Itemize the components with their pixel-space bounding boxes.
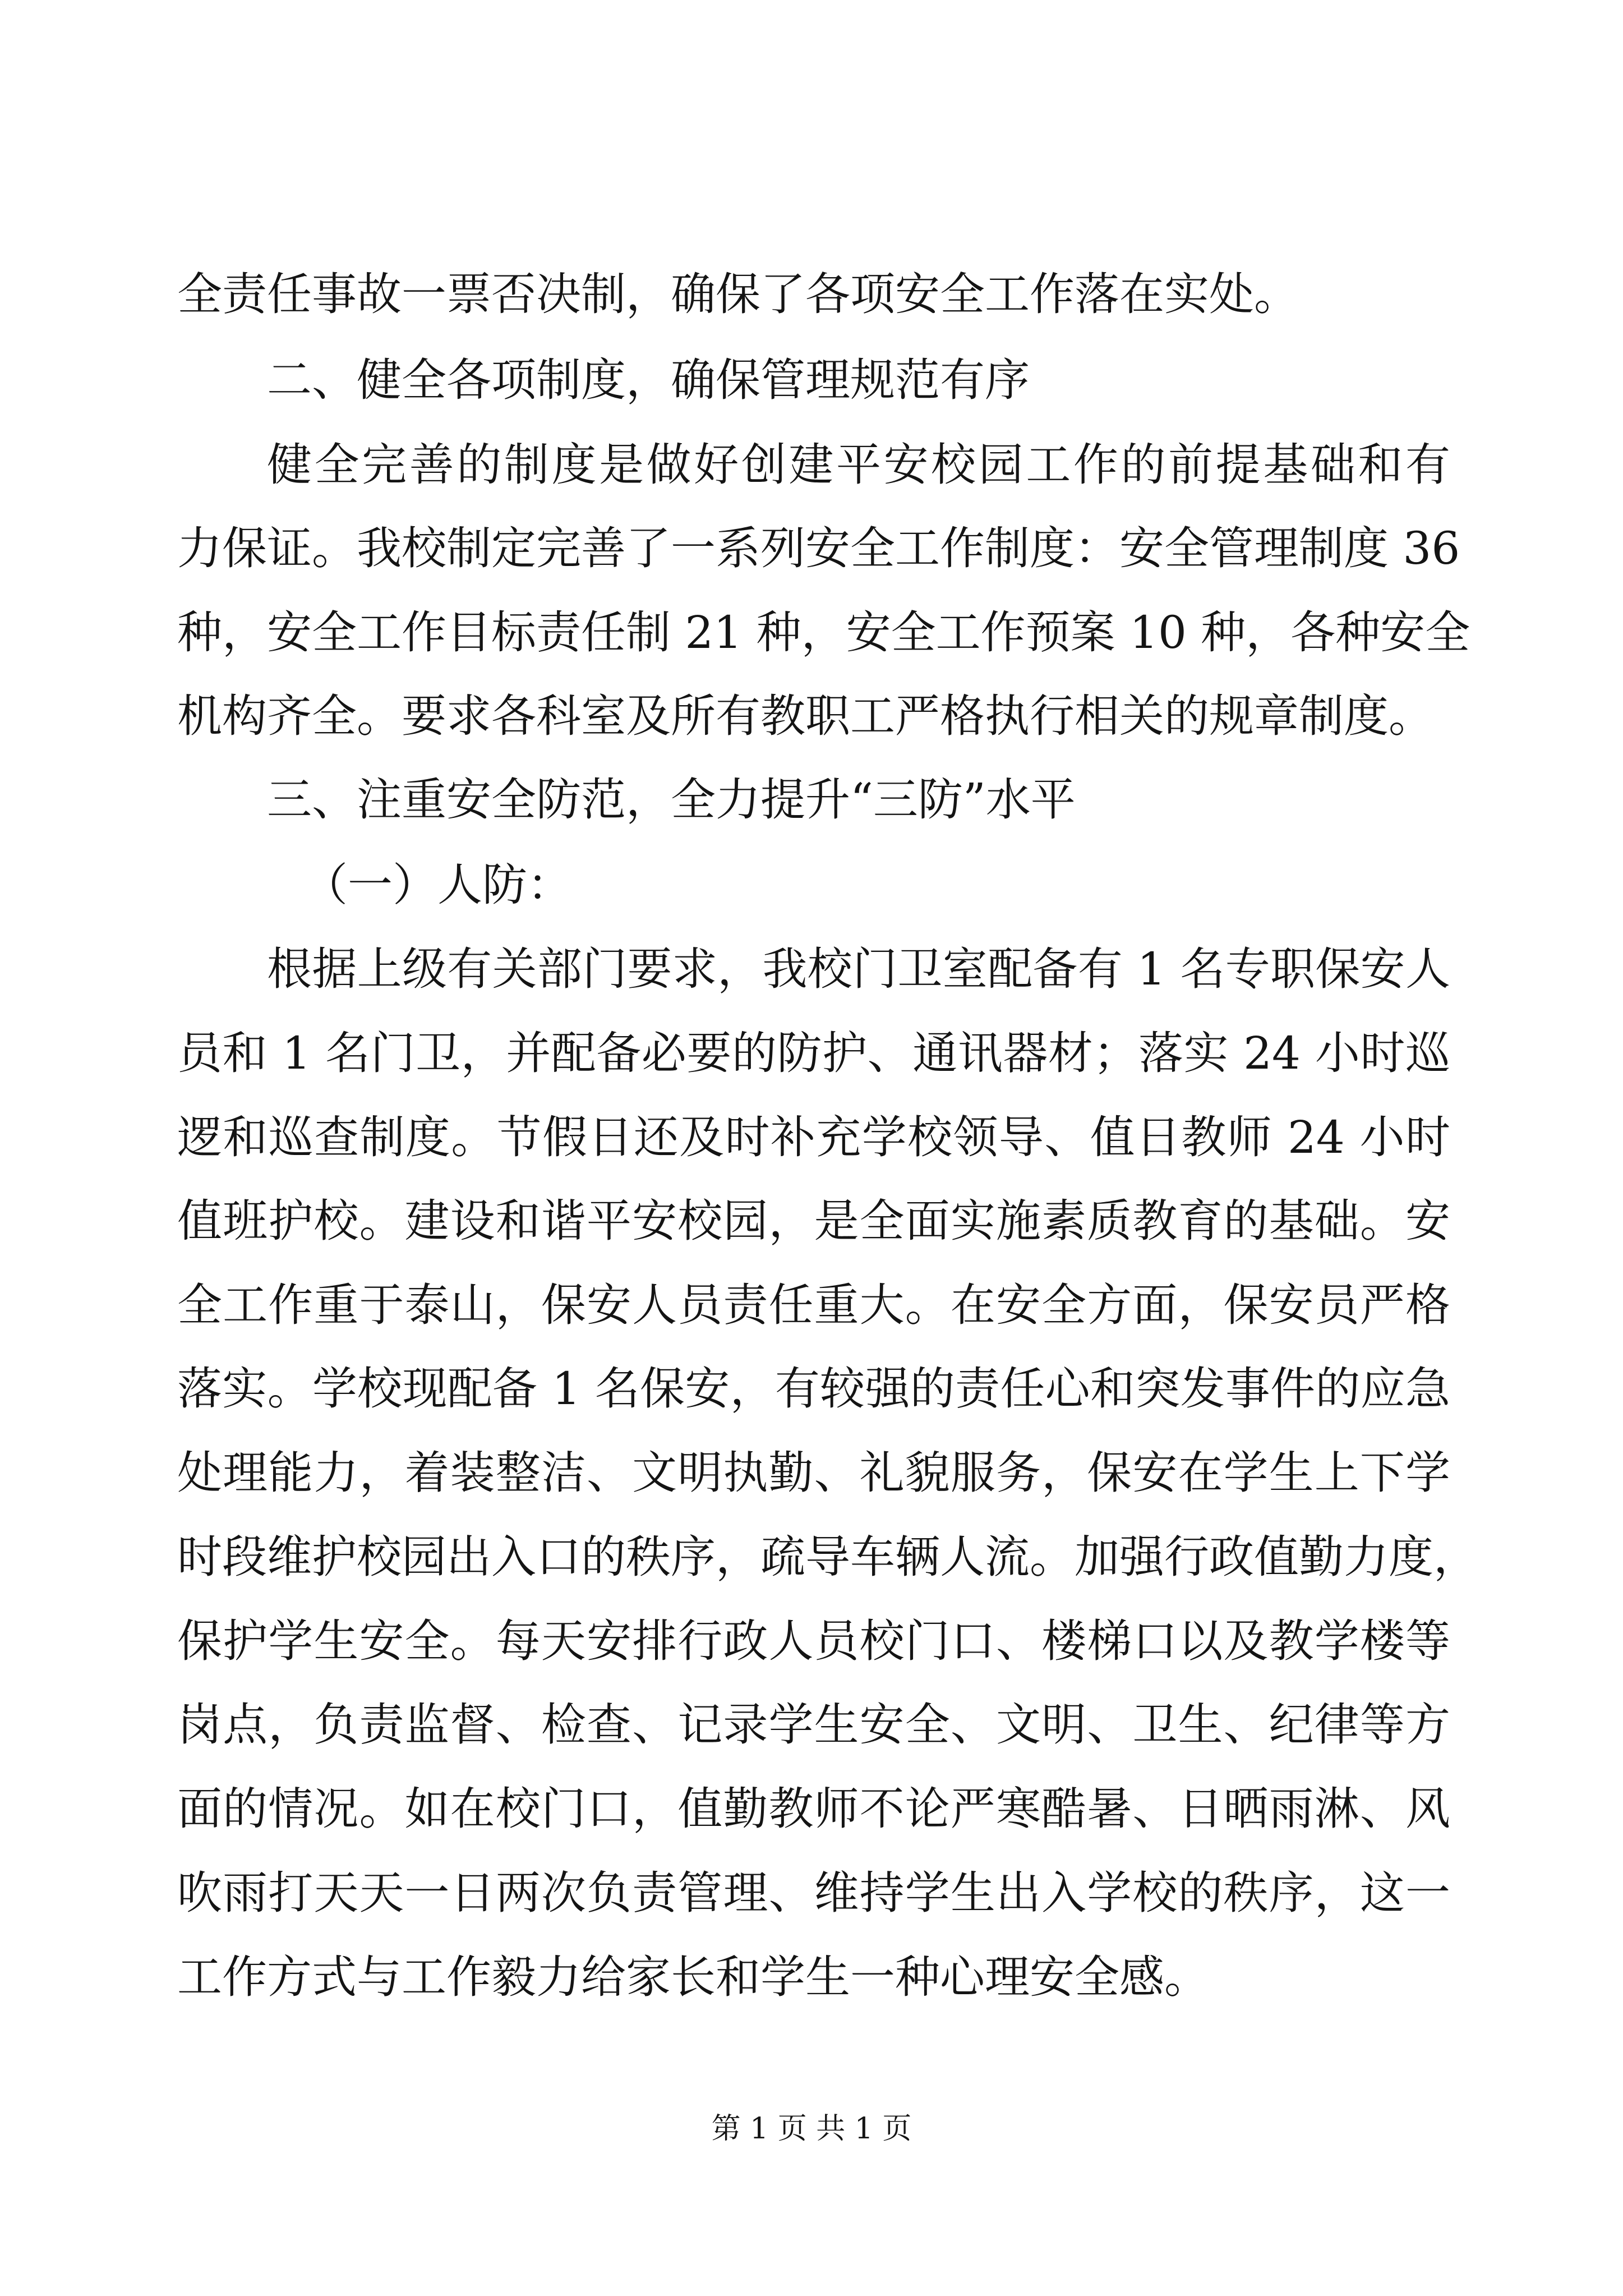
subsection-heading: （一）人防：	[303, 859, 572, 911]
paragraph-line: 机构齐全。要求各科室及所有教职工严格执行相关的规章制度。	[177, 690, 1433, 742]
paragraph-line: 值班护校。建设和谐平安校园，是全面实施素质教育的基础。安	[177, 1195, 1450, 1247]
paragraph-line: 全责任事故一票否决制，确保了各项安全工作落在实处。	[177, 268, 1299, 320]
section-heading: 二、健全各项制度，确保管理规范有序	[267, 354, 1030, 406]
section-heading: 三、注重安全防范，全力提升“三防”水平	[267, 774, 1076, 826]
paragraph-line: 健全完善的制度是做好创建平安校园工作的前提基础和有	[267, 439, 1450, 491]
paragraph-line: 时段维护校园出入口的秩序，疏导车辆人流。加强行政值勤力度，	[177, 1531, 1478, 1583]
paragraph-line: 工作方式与工作毅力给家长和学生一种心理安全感。	[177, 1951, 1209, 2003]
paragraph-line: 全工作重于泰山，保安人员责任重大。在安全方面，保安员严格	[177, 1279, 1450, 1331]
page-number-footer: 第 1 页 共 1 页	[711, 2112, 912, 2146]
paragraph-line: 员和 1 名门卫，并配备必要的防护、通讯器材；落实 24 小时巡	[177, 1027, 1450, 1079]
paragraph-line: 岗点，负责监督、检查、记录学生安全、文明、卫生、纪律等方	[177, 1699, 1450, 1751]
paragraph-line: 面的情况。如在校门口，值勤教师不论严寒酷暑、日晒雨淋、风	[177, 1783, 1450, 1835]
paragraph-line: 处理能力，着装整洁、文明执勤、礼貌服务，保安在学生上下学	[177, 1447, 1450, 1499]
paragraph-line: 逻和巡查制度。节假日还及时补充学校领导、值日教师 24 小时	[177, 1111, 1450, 1163]
paragraph-line: 吹雨打天天一日两次负责管理、维持学生出入学校的秩序，这一	[177, 1867, 1450, 1919]
paragraph-line: 保护学生安全。每天安排行政人员校门口、楼梯口以及教学楼等	[177, 1615, 1450, 1667]
paragraph-line: 力保证。我校制定完善了一系列安全工作制度：安全管理制度 36	[177, 522, 1460, 574]
paragraph-line: 根据上级有关部门要求，我校门卫室配备有 1 名专职保安人	[267, 943, 1450, 995]
paragraph-line: 种，安全工作目标责任制 21 种，安全工作预案 10 种，各种安全	[177, 606, 1470, 659]
paragraph-line: 落实。学校现配备 1 名保安，有较强的责任心和突发事件的应急	[177, 1363, 1450, 1415]
